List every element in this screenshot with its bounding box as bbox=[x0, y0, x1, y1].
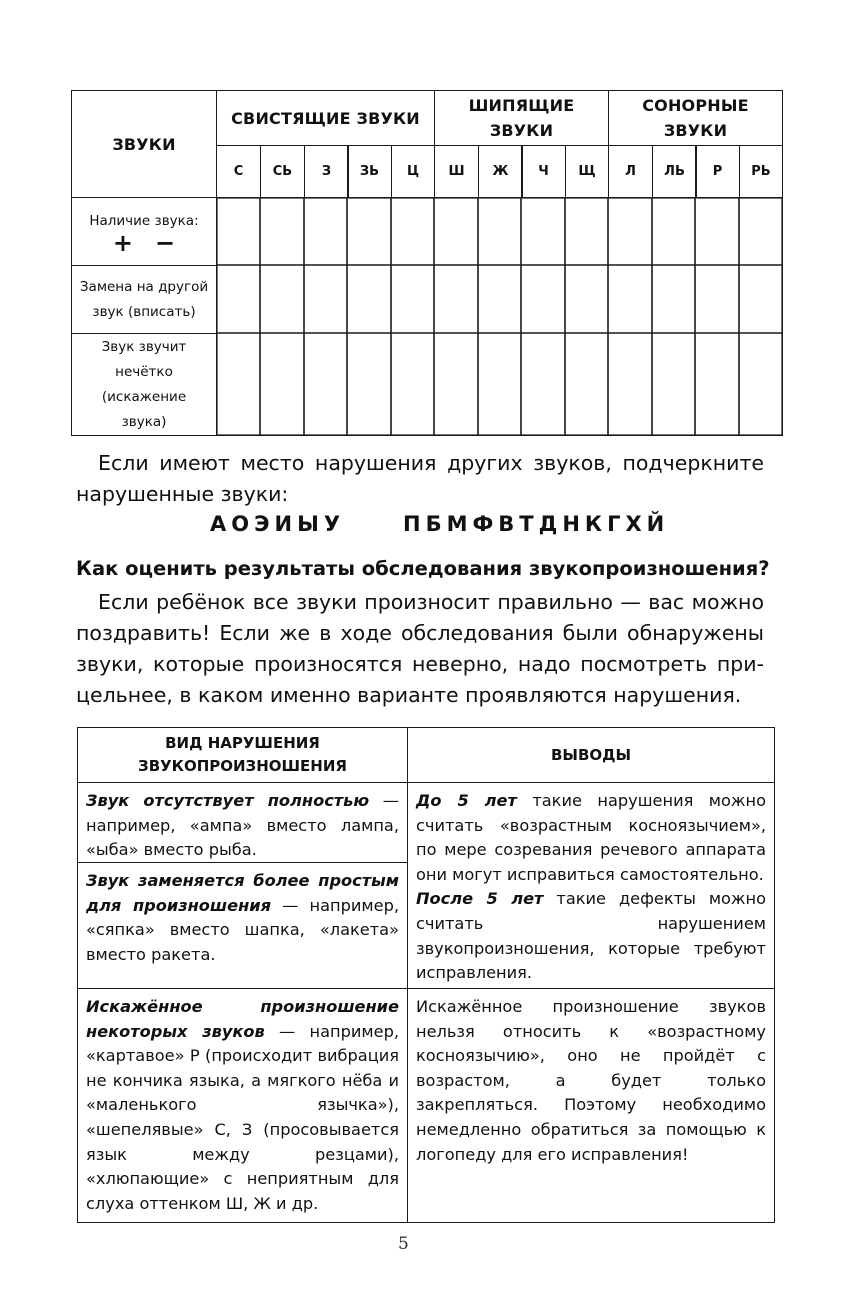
group-header-whistling: СВИСТЯЩИЕ ЗВУКИ bbox=[216, 90, 435, 146]
violation-row-substituted: Звук заменяется более простым для произношения — например, «сяпка» вместо шапка, «лакета» вместо ракета. bbox=[77, 862, 408, 989]
page-number: 5 bbox=[398, 1234, 409, 1254]
sound-col-sh: Ш bbox=[434, 145, 479, 198]
violation-row-absent: Звук отсутствует полностью — например, «ампа» вместо лампа, «ыба» вместо рыба. bbox=[77, 782, 408, 863]
sound-col-r: Р bbox=[695, 145, 740, 198]
row-label-presence: Наличие звука: +− bbox=[71, 197, 217, 266]
row-label-distortion: Звук звучит нечётко (искажение звука) bbox=[71, 333, 217, 436]
violations-header-right: ВЫВОДЫ bbox=[407, 727, 775, 783]
violations-header-left: ВИД НАРУШЕНИЯ ЗВУКОПРОИЗНОШЕНИЯ bbox=[77, 727, 408, 783]
minus-icon: − bbox=[155, 228, 198, 257]
conclusion-age: До 5 лет такие нарушения можно считать «возрастным косноязычием», по мере созревания речевого аппарата они могут исправиться самостоятельно. После 5 лет такие дефекты можно считать нарушением звукопроизношения, которые требуют исправления. bbox=[407, 782, 775, 989]
section-heading: Как оценить результаты обследования звукопроизношения? bbox=[76, 557, 770, 580]
sound-col-ch: Ч bbox=[521, 145, 566, 198]
corner-header: ЗВУКИ bbox=[71, 90, 217, 198]
sound-col-s: С bbox=[216, 145, 261, 198]
sound-col-zh: Ж bbox=[478, 145, 523, 198]
sound-col-ts: Ц bbox=[391, 145, 435, 198]
conclusion-distortion: Искажённое произношение звуков нельзя относить к «возрастному косноязычию», оно не пройдёт с возрастом, а будет только закрепляться. Поэтому необходимо немедленно обратиться за помощью к логопеду для его исправления! bbox=[407, 988, 775, 1223]
plus-icon: + bbox=[112, 228, 155, 257]
instruction-text: Если имеют место нарушения других звуков, подчеркните нарушенные звуки: bbox=[76, 451, 764, 506]
sound-col-s-soft: СЬ bbox=[260, 145, 305, 198]
sound-col-l-soft: ЛЬ bbox=[652, 145, 697, 198]
sound-col-z: З bbox=[304, 145, 349, 198]
vowel-letters[interactable]: АОЭИЫУ bbox=[210, 512, 346, 536]
sound-col-shch: Щ bbox=[565, 145, 609, 198]
violation-row-distorted: Искажённое произношение некоторых звуков — например, «картавое» Р (происходит вибрация не кончика языка, а мягкого нёба и «маленького язычка»), «шепелявые» С, З (просовывается язык между резцами), «хлюпающие» с неприятным для слуха оттенком Ш, Ж и др. bbox=[77, 988, 408, 1223]
section-paragraph: Если ребёнок все звуки произносит правильно — вас можно поздравить! Если же в ходе обследования были обнаружены звуки, которые произносятся неверно, надо посмотреть прицельнее, в каком именно варианте проявляются нарушения. bbox=[76, 590, 764, 707]
answer-grid[interactable] bbox=[216, 197, 783, 436]
group-header-hissing: ШИПЯЩИЕ ЗВУКИ bbox=[434, 90, 609, 146]
sound-col-z-soft: ЗЬ bbox=[347, 145, 392, 198]
sound-col-r-soft: РЬ bbox=[739, 145, 783, 198]
row-label-substitution: Замена на другой звук (вписать) bbox=[71, 265, 217, 334]
sound-col-l: Л bbox=[608, 145, 653, 198]
group-header-sonorant: СОНОРНЫЕ ЗВУКИ bbox=[608, 90, 783, 146]
consonant-letters[interactable]: ПБМФВТДНКГХЙ bbox=[403, 512, 670, 536]
